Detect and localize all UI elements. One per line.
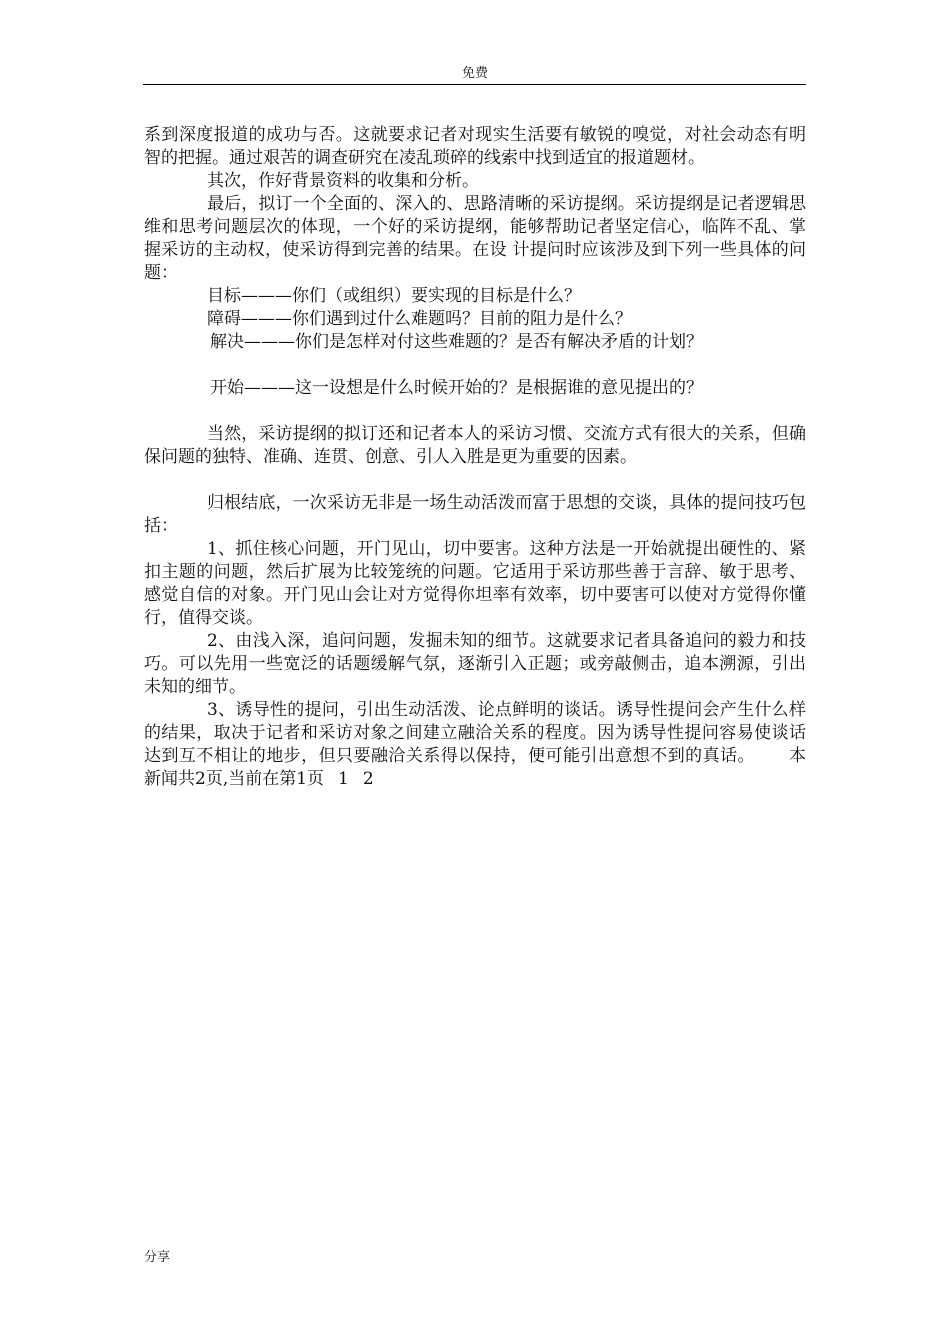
- paragraph-2: 其次，作好背景资料的收集和分析。: [207, 171, 479, 191]
- technique-3: [144, 699, 806, 791]
- question-goal: 目标———你们（或组织）要实现的目标是什么？: [207, 286, 581, 306]
- pagination-summary: 本新闻共2页,当前在第1页: [144, 746, 806, 789]
- page-footer-label: 分享: [144, 1250, 171, 1265]
- question-solution: 解决———你们是怎样对付这些难题的？是否有解决矛盾的计划？: [210, 332, 703, 352]
- page-link-2[interactable]: 2: [362, 769, 374, 789]
- paragraph-outline-note: 当然，采访提纲的拟订还和记者本人的采访习惯、交流方式有很大的关系，但确保问题的独特、准确、连贯、创意、引人入胜是更为重要的因素。: [144, 424, 806, 467]
- technique-2: 2、由浅入深，追问问题，发掘未知的细节。这就要求记者具备追问的毅力和技巧。可以先用一些宽泛的话题缓解气氛，逐渐引入正题；或旁敲侧击，追本溯源，引出未知的细节。: [144, 631, 806, 697]
- technique-3-text: 3、诱导性的提问，引出生动活泼、论点鲜明的谈话。诱导性提问会产生什么样的结果，取决于记者和采访对象之间建立融洽关系的程度。因为诱导性提问容易使谈话达到互不相让的地步，但只要融洽关系得以保持，便可能引出意想不到的真话。: [144, 700, 806, 766]
- question-start: 开始———这一设想是什么时候开始的？是根据谁的意见提出的？: [210, 378, 703, 398]
- paragraph-1: 系到深度报道的成功与否。这就要求记者对现实生活要有敏锐的嗅觉，对社会动态有明智的把握。通过艰苦的调查研究在凌乱琐碎的线索中找到适宜的报道题材。: [144, 125, 806, 168]
- technique-1: 1、抓住核心问题，开门见山，切中要害。这种方法是一开始就提出硬性的、紧扣主题的问题，然后扩展为比较笼统的问题。它适用于采访那些善于言辞、敏于思考、感觉自信的对象。开门见山会让对方觉得你坦率有效率，切中要害可以使对方觉得你懂行，值得交谈。: [144, 539, 806, 628]
- page-link-1[interactable]: 1: [338, 769, 349, 789]
- paragraph-3: 最后，拟订一个全面的、深入的、思路清晰的采访提纲。采访提纲是记者逻辑思维和思考问题层次的体现，一个好的采访提纲，能够帮助记者坚定信心，临阵不乱、掌握采访的主动权，使采访得到完善的结果。在设 计提问时应该涉及到下列一些具体的问题：: [144, 194, 806, 283]
- article-body: [144, 124, 806, 791]
- page-header-label: 免费: [461, 66, 488, 81]
- header-divider: [143, 84, 806, 85]
- question-obstacle: 障碍———你们遇到过什么难题吗？目前的阻力是什么？: [207, 309, 632, 329]
- paragraph-techniques-intro: 归根结底，一次采访无非是一场生动活泼而富于思想的交谈，具体的提问技巧包括：: [144, 493, 806, 536]
